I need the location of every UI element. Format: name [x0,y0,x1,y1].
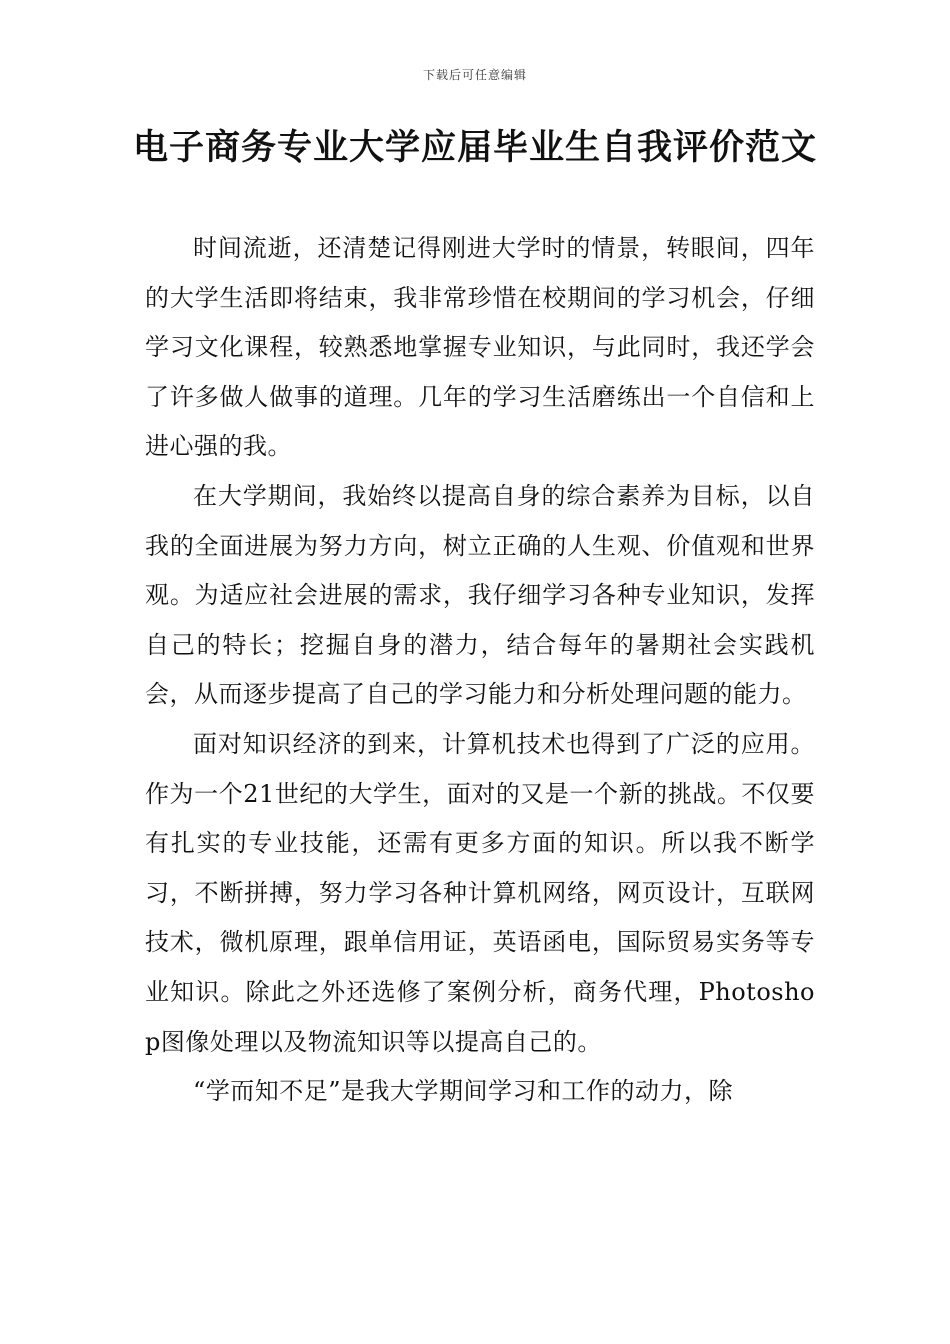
paragraph-1: 时间流逝，还清楚记得刚进大学时的情景，转眼间，四年的大学生活即将结束，我非常珍惜在校期间的学习机会，仔细学习文化课程，较熟悉地掌握专业知识，与此同时，我还学会了许多做人做事的道理。几年的学习生活磨练出一个自信和上进心强的我。 [145,234,815,461]
document-body [145,224,815,1117]
document-title: 电子商务专业大学应届毕业生自我评价范文 [132,128,817,168]
paragraph-3: 面对知识经济的到来，计算机技术也得到了广泛的应用。作为一个21世纪的大学生，面对的又是一个新的挑战。不仅要有扎实的专业技能，还需有更多方面的知识。所以我不断学习，不断拼搏，努力学习各种计算机网络，网页设计，互联网技术，微机原理，跟单信用证，英语函电，国际贸易实务等专业知识。除此之外还选修了案例分析，商务代理，Photoshop图像处理以及物流知识等以提高自己的。 [145,729,815,1056]
paragraph-2: 在大学期间，我始终以提高自身的综合素养为目标，以自我的全面进展为努力方向，树立正确的人生观、价值观和世界观。为适应社会进展的需求，我仔细学习各种专业知识，发挥自己的特长；挖掘自身的潜力，结合每年的暑期社会实践机会，从而逐步提高了自己的学习能力和分析处理问题的能力。 [145,481,815,709]
paragraph-4: “学而知不足”是我大学期间学习和工作的动力，除 [193,1077,734,1106]
page-header: 下载后可任意编辑 [422,68,527,82]
